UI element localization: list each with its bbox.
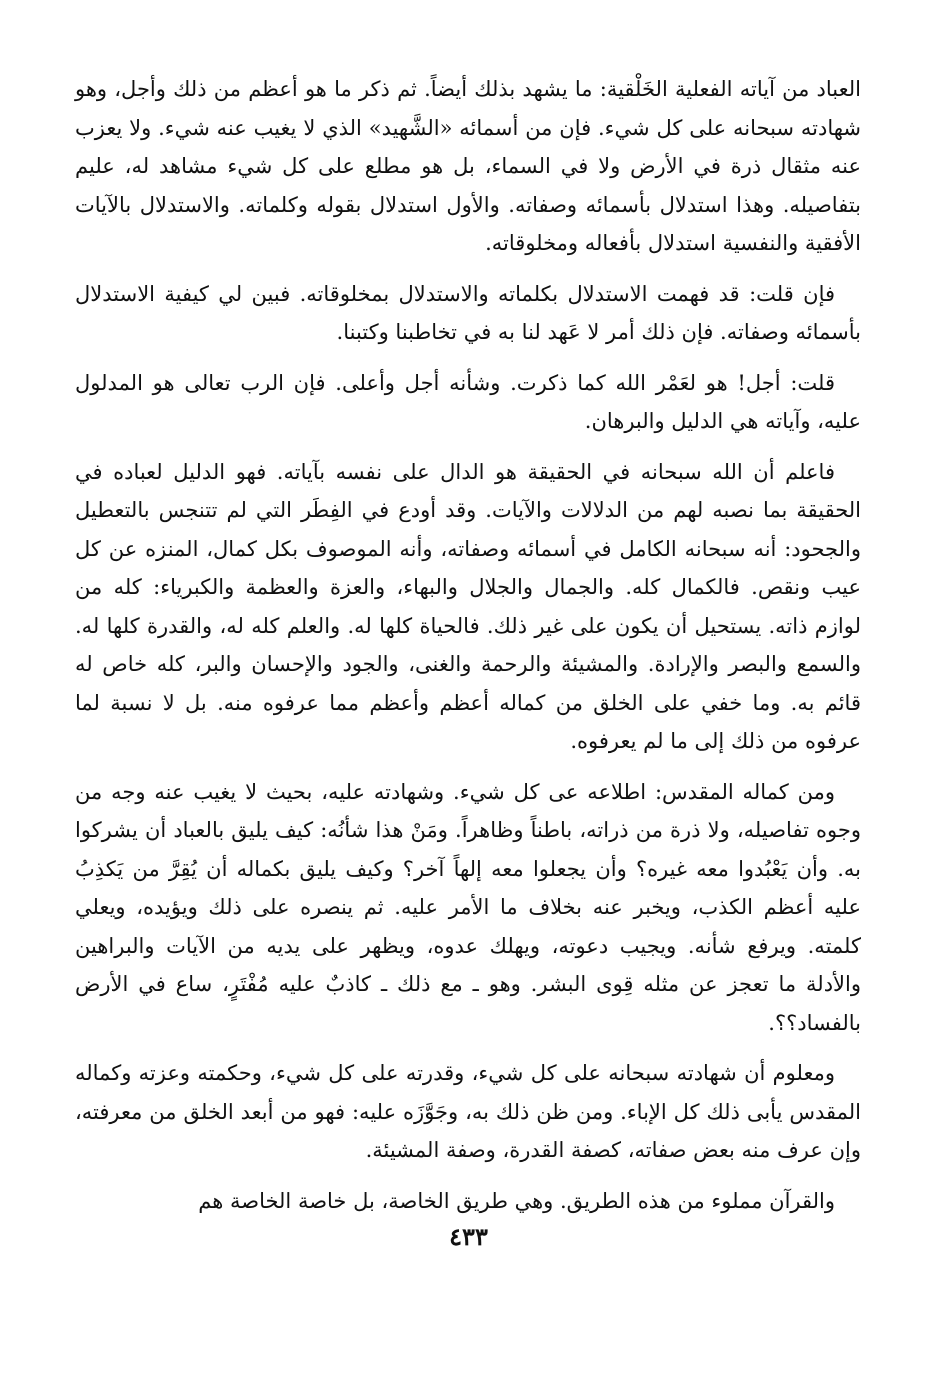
paragraph-5: ومن كماله المقدس: اطلاعه عى كل شيء. وشهادته عليه، بحيث لا يغيب عنه وجه من وجوه تفاصيله، ولا ذرة من ذراته، باطناً وظاهراً. ومَنْ هذا شأنُه: كيف يليق بالعباد أن يشركوا به. وأن يَعْبُدوا معه غيره؟ وأن يجعلوا معه إلهاً آخر؟ وكيف يليق بكماله أن يُقِرَّ من يَكذِبُ عليه أعظم الكذب، ويخبر عنه بخلاف ما الأمر عليه. ثم ينصره على ذلك ويؤيده، ويعلي كلمته. ويرفع شأنه. ويجيب دعوته، ويهلك عدوه، ويظهر على يديه من الآيات والبراهين والأدلة ما تعجز عن مثله قِوى البشر. وهو ـ مع ذلك ـ كاذبٌ عليه مُفْتَرٍ، ساع في الأرض بالفساد؟؟. xyxy=(75,779,861,1035)
paragraph-1: العباد من آياته الفعلية الخَلْقية: ما يشهد بذلك أيضاً. ثم ذكر ما هو أعظم من ذلك وأجل، وهو شهادته سبحانه على كل شيء. فإن من أسمائه «الشَّهيد» الذي لا يغيب عنه شيء. ولا يعزب عنه مثقال ذرة في الأرض ولا في السماء، بل هو مطلع على كل شيء مشاهد له، عليم بتفاصيله. وهذا استدلال بأسمائه وصفاته. والأول استدلال بقوله وكلماته. والاستدلال بالآيات الأفقية والنفسية استدلال بأفعاله ومخلوقاته. xyxy=(75,77,861,255)
paragraph-7: والقرآن مملوء من هذه الطريق. وهي طريق الخاصة، بل خاصة الخاصة هم xyxy=(198,1188,835,1213)
page-number: ٤٣٣ xyxy=(449,1222,488,1251)
page-body-text xyxy=(75,70,861,1232)
paragraph-2: فإن قلت: قد فهمت الاستدلال بكلماته والاستدلال بمخلوقاته. فبين لي كيفية الاستدلال بأسمائه وصفاته. فإن ذلك أمر لا عَهد لنا به في تخاطبنا وكتبنا. xyxy=(75,281,861,344)
paragraph-6: ومعلوم أن شهادته سبحانه على كل شيء، وقدرته على كل شيء، وحكمته وعزته وكماله المقدس يأبى ذلك كل الإباء. ومن ظن ذلك به، وجَوَّزَه عليه: فهو من أبعد الخلق من معرفته، وإن عرف منه بعض صفاته، كصفة القدرة، وصفة المشيئة. xyxy=(75,1061,861,1162)
paragraph-4: فاعلم أن الله سبحانه في الحقيقة هو الدال على نفسه بآياته. فهو الدليل لعباده في الحقيقة بما نصبه لهم من الدلالات والآيات. وقد أودع في الفِطَر التي لم تتنجس بالتعطيل والجحود: أنه سبحانه الكامل في أسمائه وصفاته، وأنه الموصوف بكل كمال، المنزه عن كل عيب ونقص. فالكمال كله. والجمال والجلال والبهاء، والعزة والعظمة والكبرياء: كله من لوازم ذاته. يستحيل أن يكون على غير ذلك. فالحياة كلها له. والعلم كله له، والقدرة كلها له. والسمع والبصر والإرادة. والمشيئة والرحمة والغنى، والجود والإحسان والبر، كله خاص له قائم به. وما خفي على الخلق من كماله أعظم وأعظم مما عرفوه منه. بل لا نسبة لما عرفوه من ذلك إلى ما لم يعرفوه. xyxy=(75,459,861,753)
paragraph-3: قلت: أجل! هو لعَمْر الله كما ذكرت. وشأنه أجل وأعلى. فإن الرب تعالى هو المدلول عليه، وآياته هي الدليل والبرهان. xyxy=(75,370,861,433)
